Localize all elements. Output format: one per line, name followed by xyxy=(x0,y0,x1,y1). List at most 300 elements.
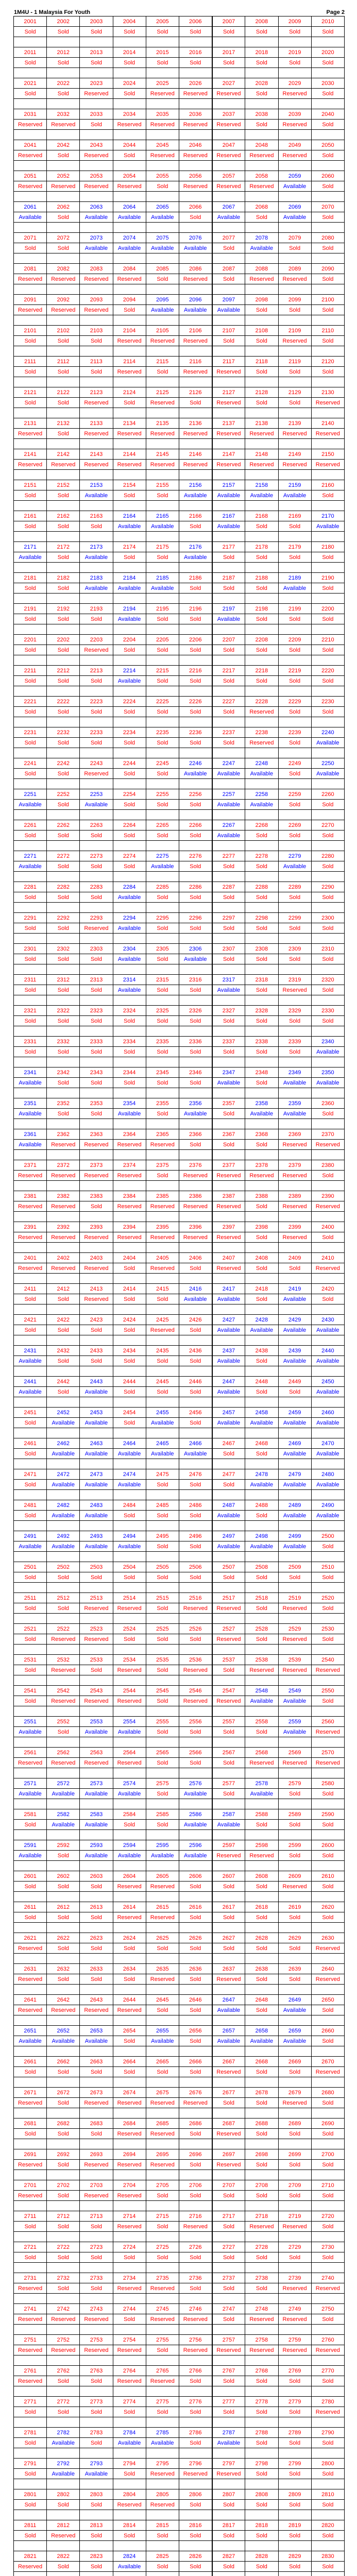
number-cell: 2192 xyxy=(47,604,80,614)
spacer-row xyxy=(14,1119,345,1129)
number-cell: 2044 xyxy=(113,140,146,150)
empty-cell xyxy=(245,439,278,449)
empty-cell xyxy=(245,377,278,387)
empty-cell xyxy=(212,2572,245,2576)
empty-cell xyxy=(311,1799,344,1809)
status-cell: Sold xyxy=(212,1016,245,1026)
empty-cell xyxy=(80,2541,113,2551)
empty-cell xyxy=(80,1737,113,1748)
status-row xyxy=(14,1727,345,1737)
number-row xyxy=(14,573,345,583)
number-cell: 2744 xyxy=(113,2304,146,2314)
status-cell: Sold xyxy=(245,831,278,841)
status-cell: Sold xyxy=(179,1047,212,1057)
status-cell: Sold xyxy=(146,1789,179,1799)
empty-cell xyxy=(245,1366,278,1377)
empty-cell xyxy=(212,1088,245,1098)
number-cell: 2317 xyxy=(212,975,245,985)
empty-cell xyxy=(47,377,80,387)
number-cell: 2284 xyxy=(113,882,146,892)
number-cell: 2480 xyxy=(311,1469,344,1480)
status-cell: Reserved xyxy=(212,429,245,439)
empty-cell xyxy=(311,192,344,202)
empty-cell xyxy=(245,2015,278,2026)
number-cell: 2828 xyxy=(245,2551,278,2562)
status-row xyxy=(14,2407,345,2417)
number-cell: 2127 xyxy=(212,387,245,398)
number-cell: 2373 xyxy=(80,1160,113,1171)
status-cell: Sold xyxy=(245,27,278,37)
empty-cell xyxy=(179,1768,212,1778)
number-cell: 2409 xyxy=(278,1253,311,1263)
status-cell: Sold xyxy=(212,1758,245,1768)
status-cell: Sold xyxy=(80,831,113,841)
status-cell: Reserved xyxy=(113,2005,146,2015)
empty-cell xyxy=(47,284,80,295)
empty-cell xyxy=(212,501,245,511)
status-cell: Sold xyxy=(47,738,80,748)
number-cell: 2256 xyxy=(179,789,212,800)
status-row xyxy=(14,150,345,161)
number-cell: 2454 xyxy=(113,1408,146,1418)
status-cell: Sold xyxy=(47,800,80,810)
status-cell: Sold xyxy=(14,1480,47,1490)
number-cell: 2793 xyxy=(80,2459,113,2469)
number-cell: 2126 xyxy=(179,387,212,398)
number-cell: 2261 xyxy=(14,820,47,831)
status-cell: Reserved xyxy=(245,1758,278,1768)
status-cell: Reserved xyxy=(146,429,179,439)
empty-cell xyxy=(47,192,80,202)
status-row xyxy=(14,212,345,223)
spacer-row xyxy=(14,624,345,635)
number-cell: 2211 xyxy=(14,666,47,676)
empty-cell xyxy=(179,1397,212,1408)
number-cell: 2396 xyxy=(179,1222,212,1232)
number-cell: 2235 xyxy=(146,727,179,738)
status-row xyxy=(14,1634,345,1645)
status-cell: Sold xyxy=(245,1387,278,1397)
status-cell: Sold xyxy=(113,769,146,779)
number-cell: 2144 xyxy=(113,449,146,460)
number-cell: 2737 xyxy=(212,2273,245,2283)
empty-cell xyxy=(311,161,344,171)
empty-cell xyxy=(179,2263,212,2273)
empty-cell xyxy=(245,68,278,78)
status-cell: Sold xyxy=(212,1480,245,1490)
empty-cell xyxy=(311,2325,344,2335)
empty-cell xyxy=(311,501,344,511)
empty-cell xyxy=(146,1923,179,1933)
empty-cell xyxy=(113,1335,146,1346)
status-cell: Sold xyxy=(179,2562,212,2572)
empty-cell xyxy=(80,686,113,697)
empty-cell xyxy=(245,1304,278,1315)
status-cell: Reserved xyxy=(311,460,344,470)
empty-cell xyxy=(14,2232,47,2242)
number-row xyxy=(14,789,345,800)
empty-cell xyxy=(179,377,212,387)
spacer-row xyxy=(14,1428,345,1438)
status-row xyxy=(14,1418,345,1428)
spacer-row xyxy=(14,2510,345,2520)
number-cell: 2120 xyxy=(311,357,344,367)
empty-cell xyxy=(146,903,179,913)
status-row xyxy=(14,89,345,99)
number-cell: 2069 xyxy=(278,202,311,212)
number-row xyxy=(14,1686,345,1696)
number-cell: 2492 xyxy=(47,1531,80,1541)
number-cell: 2677 xyxy=(212,2088,245,2098)
empty-cell xyxy=(311,748,344,758)
number-cell: 2493 xyxy=(80,1531,113,1541)
status-cell: Available xyxy=(311,738,344,748)
status-cell: Sold xyxy=(47,707,80,717)
number-cell: 2628 xyxy=(245,1933,278,1943)
empty-cell xyxy=(146,1614,179,1624)
empty-cell xyxy=(278,2139,311,2149)
number-cell: 2314 xyxy=(113,975,146,985)
status-cell: Reserved xyxy=(80,274,113,284)
status-row xyxy=(14,861,345,872)
empty-cell xyxy=(113,284,146,295)
number-cell: 2799 xyxy=(278,2459,311,2469)
number-cell: 2077 xyxy=(212,233,245,243)
number-cell: 2001 xyxy=(14,16,47,27)
spacer-row xyxy=(14,1181,345,1191)
number-cell: 2680 xyxy=(311,2088,344,2098)
number-cell: 2578 xyxy=(245,1778,278,1789)
status-cell: Sold xyxy=(179,2438,212,2448)
status-cell: Sold xyxy=(80,2562,113,2572)
empty-cell xyxy=(80,2015,113,2026)
number-cell: 2034 xyxy=(113,109,146,120)
number-cell: 2745 xyxy=(146,2304,179,2314)
empty-cell xyxy=(14,2139,47,2149)
empty-cell xyxy=(14,2015,47,2026)
status-cell: Sold xyxy=(311,2252,344,2263)
empty-cell xyxy=(80,284,113,295)
empty-cell xyxy=(212,1243,245,1253)
number-cell: 2352 xyxy=(47,1098,80,1109)
empty-cell xyxy=(80,810,113,820)
status-cell: Available xyxy=(80,2469,113,2479)
status-cell: Sold xyxy=(113,831,146,841)
spacer-row xyxy=(14,2232,345,2242)
status-cell: Sold xyxy=(14,58,47,68)
status-cell: Sold xyxy=(113,707,146,717)
number-cell: 2551 xyxy=(14,1717,47,1727)
status-cell: Sold xyxy=(146,2005,179,2015)
status-cell: Sold xyxy=(47,985,80,995)
empty-cell xyxy=(146,1366,179,1377)
number-cell: 2067 xyxy=(212,202,245,212)
status-cell: Sold xyxy=(14,1294,47,1304)
status-row xyxy=(14,1758,345,1768)
number-cell: 2541 xyxy=(14,1686,47,1696)
empty-cell xyxy=(80,470,113,480)
number-cell: 2449 xyxy=(278,1377,311,1387)
status-cell: Sold xyxy=(245,2129,278,2139)
status-cell: Sold xyxy=(245,398,278,408)
number-cell: 2533 xyxy=(80,1655,113,1665)
empty-cell xyxy=(80,2355,113,2366)
empty-cell xyxy=(245,346,278,357)
status-cell: Sold xyxy=(47,954,80,964)
empty-cell xyxy=(311,2541,344,2551)
number-cell: 2264 xyxy=(113,820,146,831)
status-cell: Reserved xyxy=(47,2314,80,2325)
number-cell: 2012 xyxy=(47,47,80,58)
number-cell: 2213 xyxy=(80,666,113,676)
number-cell: 2419 xyxy=(278,1284,311,1294)
status-cell: Reserved xyxy=(146,336,179,346)
status-cell: Available xyxy=(278,1511,311,1521)
empty-cell xyxy=(14,2201,47,2211)
number-cell: 2101 xyxy=(14,326,47,336)
number-cell: 2240 xyxy=(311,727,344,738)
number-cell: 2039 xyxy=(278,109,311,120)
status-cell: Sold xyxy=(113,150,146,161)
status-cell: Sold xyxy=(47,336,80,346)
number-cell: 2450 xyxy=(311,1377,344,1387)
number-cell: 2610 xyxy=(311,1871,344,1882)
status-cell: Reserved xyxy=(146,1232,179,1243)
status-cell: Reserved xyxy=(14,2314,47,2325)
empty-cell xyxy=(14,2325,47,2335)
empty-cell xyxy=(278,1861,311,1871)
number-cell: 2466 xyxy=(179,1438,212,1449)
number-cell: 2073 xyxy=(80,233,113,243)
empty-cell xyxy=(245,1830,278,1840)
empty-cell xyxy=(278,1088,311,1098)
status-cell: Sold xyxy=(212,2407,245,2417)
empty-cell xyxy=(278,1954,311,1964)
status-row xyxy=(14,2562,345,2572)
empty-cell xyxy=(80,1521,113,1531)
number-row xyxy=(14,851,345,861)
number-row xyxy=(14,2026,345,2036)
status-cell: Available xyxy=(278,2036,311,2046)
empty-cell xyxy=(278,1614,311,1624)
number-cell: 2342 xyxy=(47,1067,80,1078)
empty-cell xyxy=(212,2015,245,2026)
empty-cell xyxy=(278,470,311,480)
number-cell: 2791 xyxy=(14,2459,47,2469)
empty-cell xyxy=(179,470,212,480)
status-cell: Sold xyxy=(245,1511,278,1521)
number-row xyxy=(14,295,345,305)
empty-cell xyxy=(278,748,311,758)
empty-cell xyxy=(278,1799,311,1809)
status-cell: Sold xyxy=(47,243,80,253)
number-cell: 2537 xyxy=(212,1655,245,1665)
status-cell: Sold xyxy=(146,2252,179,2263)
status-cell: Reserved xyxy=(113,429,146,439)
number-cell: 2388 xyxy=(245,1191,278,1201)
status-cell: Reserved xyxy=(113,2098,146,2108)
status-cell: Sold xyxy=(311,367,344,377)
status-cell: Available xyxy=(80,1449,113,1459)
status-cell: Sold xyxy=(311,614,344,624)
empty-cell xyxy=(80,2572,113,2576)
status-cell: Sold xyxy=(113,490,146,501)
empty-cell xyxy=(146,2077,179,2088)
number-row xyxy=(14,1655,345,1665)
number-row xyxy=(14,1748,345,1758)
number-cell: 2597 xyxy=(212,1840,245,1851)
number-cell: 2699 xyxy=(278,2149,311,2160)
spacer-row xyxy=(14,2108,345,2119)
number-cell: 2075 xyxy=(146,233,179,243)
number-row xyxy=(14,2428,345,2438)
empty-cell xyxy=(47,532,80,542)
empty-cell xyxy=(212,408,245,418)
status-cell: Available xyxy=(179,1851,212,1861)
empty-cell xyxy=(311,2479,344,2489)
number-cell: 2222 xyxy=(47,697,80,707)
status-cell: Available xyxy=(146,305,179,315)
empty-cell xyxy=(113,1768,146,1778)
empty-cell xyxy=(278,1335,311,1346)
empty-cell xyxy=(47,2139,80,2149)
empty-cell xyxy=(245,2541,278,2551)
status-cell: Sold xyxy=(80,1325,113,1335)
number-cell: 2743 xyxy=(80,2304,113,2314)
number-cell: 2487 xyxy=(212,1500,245,1511)
number-cell: 2154 xyxy=(113,480,146,490)
empty-cell xyxy=(14,223,47,233)
number-cell: 2408 xyxy=(245,1253,278,1263)
status-cell: Sold xyxy=(245,2005,278,2015)
status-cell: Sold xyxy=(212,2562,245,2572)
status-cell: Reserved xyxy=(113,1603,146,1614)
empty-cell xyxy=(212,1675,245,1686)
status-cell: Sold xyxy=(179,1078,212,1088)
number-cell: 2783 xyxy=(80,2428,113,2438)
empty-cell xyxy=(278,2108,311,2119)
status-cell: Sold xyxy=(311,212,344,223)
status-cell: Reserved xyxy=(278,1758,311,1768)
number-cell: 2258 xyxy=(245,789,278,800)
empty-cell xyxy=(245,2294,278,2304)
number-cell: 2643 xyxy=(80,1995,113,2005)
empty-cell xyxy=(179,1335,212,1346)
empty-cell xyxy=(47,315,80,326)
number-cell: 2661 xyxy=(14,2057,47,2067)
status-cell: Reserved xyxy=(80,89,113,99)
number-cell: 2112 xyxy=(47,357,80,367)
status-cell: Sold xyxy=(278,1943,311,1954)
number-cell: 2655 xyxy=(146,2026,179,2036)
empty-cell xyxy=(311,439,344,449)
number-cell: 2231 xyxy=(14,727,47,738)
status-cell: Available xyxy=(47,2438,80,2448)
empty-cell xyxy=(47,1645,80,1655)
number-cell: 2062 xyxy=(47,202,80,212)
number-cell: 2750 xyxy=(311,2304,344,2314)
status-cell: Sold xyxy=(245,2252,278,2263)
status-cell: Reserved xyxy=(80,2098,113,2108)
number-cell: 2061 xyxy=(14,202,47,212)
empty-cell xyxy=(212,532,245,542)
number-cell: 2694 xyxy=(113,2149,146,2160)
status-cell: Sold xyxy=(14,2222,47,2232)
empty-cell xyxy=(179,1088,212,1098)
status-cell: Available xyxy=(14,1109,47,1119)
number-cell: 2550 xyxy=(311,1686,344,1696)
status-cell: Reserved xyxy=(278,1171,311,1181)
empty-cell xyxy=(80,1366,113,1377)
empty-cell xyxy=(146,2232,179,2242)
status-cell: Available xyxy=(14,1851,47,1861)
number-cell: 2191 xyxy=(14,604,47,614)
status-cell: Reserved xyxy=(146,2376,179,2386)
empty-cell xyxy=(278,563,311,573)
empty-cell xyxy=(278,99,311,109)
spacer-row xyxy=(14,439,345,449)
number-cell: 2714 xyxy=(113,2211,146,2222)
spacer-row xyxy=(14,2046,345,2057)
empty-cell xyxy=(245,2386,278,2397)
status-cell: Reserved xyxy=(14,2191,47,2201)
status-cell: Reserved xyxy=(146,1325,179,1335)
number-cell: 2540 xyxy=(311,1655,344,1665)
number-cell: 2415 xyxy=(146,1284,179,1294)
empty-cell xyxy=(47,903,80,913)
status-cell: Reserved xyxy=(80,1696,113,1706)
empty-cell xyxy=(212,1830,245,1840)
number-cell: 2336 xyxy=(179,1037,212,1047)
number-cell: 2446 xyxy=(179,1377,212,1387)
number-row xyxy=(14,1531,345,1541)
number-cell: 2734 xyxy=(113,2273,146,2283)
empty-cell xyxy=(179,1366,212,1377)
empty-cell xyxy=(14,2046,47,2057)
status-cell: Sold xyxy=(113,645,146,655)
empty-cell xyxy=(146,99,179,109)
status-cell: Sold xyxy=(113,1418,146,1428)
number-cell: 2657 xyxy=(212,2026,245,2036)
status-cell: Reserved xyxy=(146,398,179,408)
empty-cell xyxy=(245,470,278,480)
number-cell: 2775 xyxy=(146,2397,179,2407)
number-cell: 2824 xyxy=(113,2551,146,2562)
number-cell: 2030 xyxy=(311,78,344,89)
number-cell: 2270 xyxy=(311,820,344,831)
empty-cell xyxy=(14,563,47,573)
empty-cell xyxy=(47,2015,80,2026)
number-cell: 2486 xyxy=(179,1500,212,1511)
empty-cell xyxy=(278,1552,311,1562)
empty-cell xyxy=(146,346,179,357)
number-cell: 2432 xyxy=(47,1346,80,1356)
empty-cell xyxy=(113,2263,146,2273)
empty-cell xyxy=(179,1274,212,1284)
number-cell: 2091 xyxy=(14,295,47,305)
empty-cell xyxy=(80,1274,113,1284)
number-cell: 2041 xyxy=(14,140,47,150)
number-cell: 2371 xyxy=(14,1160,47,1171)
number-cell: 2132 xyxy=(47,418,80,429)
number-cell: 2250 xyxy=(311,758,344,769)
empty-cell xyxy=(179,903,212,913)
number-cell: 2636 xyxy=(179,1964,212,1974)
number-cell: 2608 xyxy=(245,1871,278,1882)
status-cell: Sold xyxy=(311,1696,344,1706)
number-cell: 2481 xyxy=(14,1500,47,1511)
empty-cell xyxy=(179,1583,212,1593)
